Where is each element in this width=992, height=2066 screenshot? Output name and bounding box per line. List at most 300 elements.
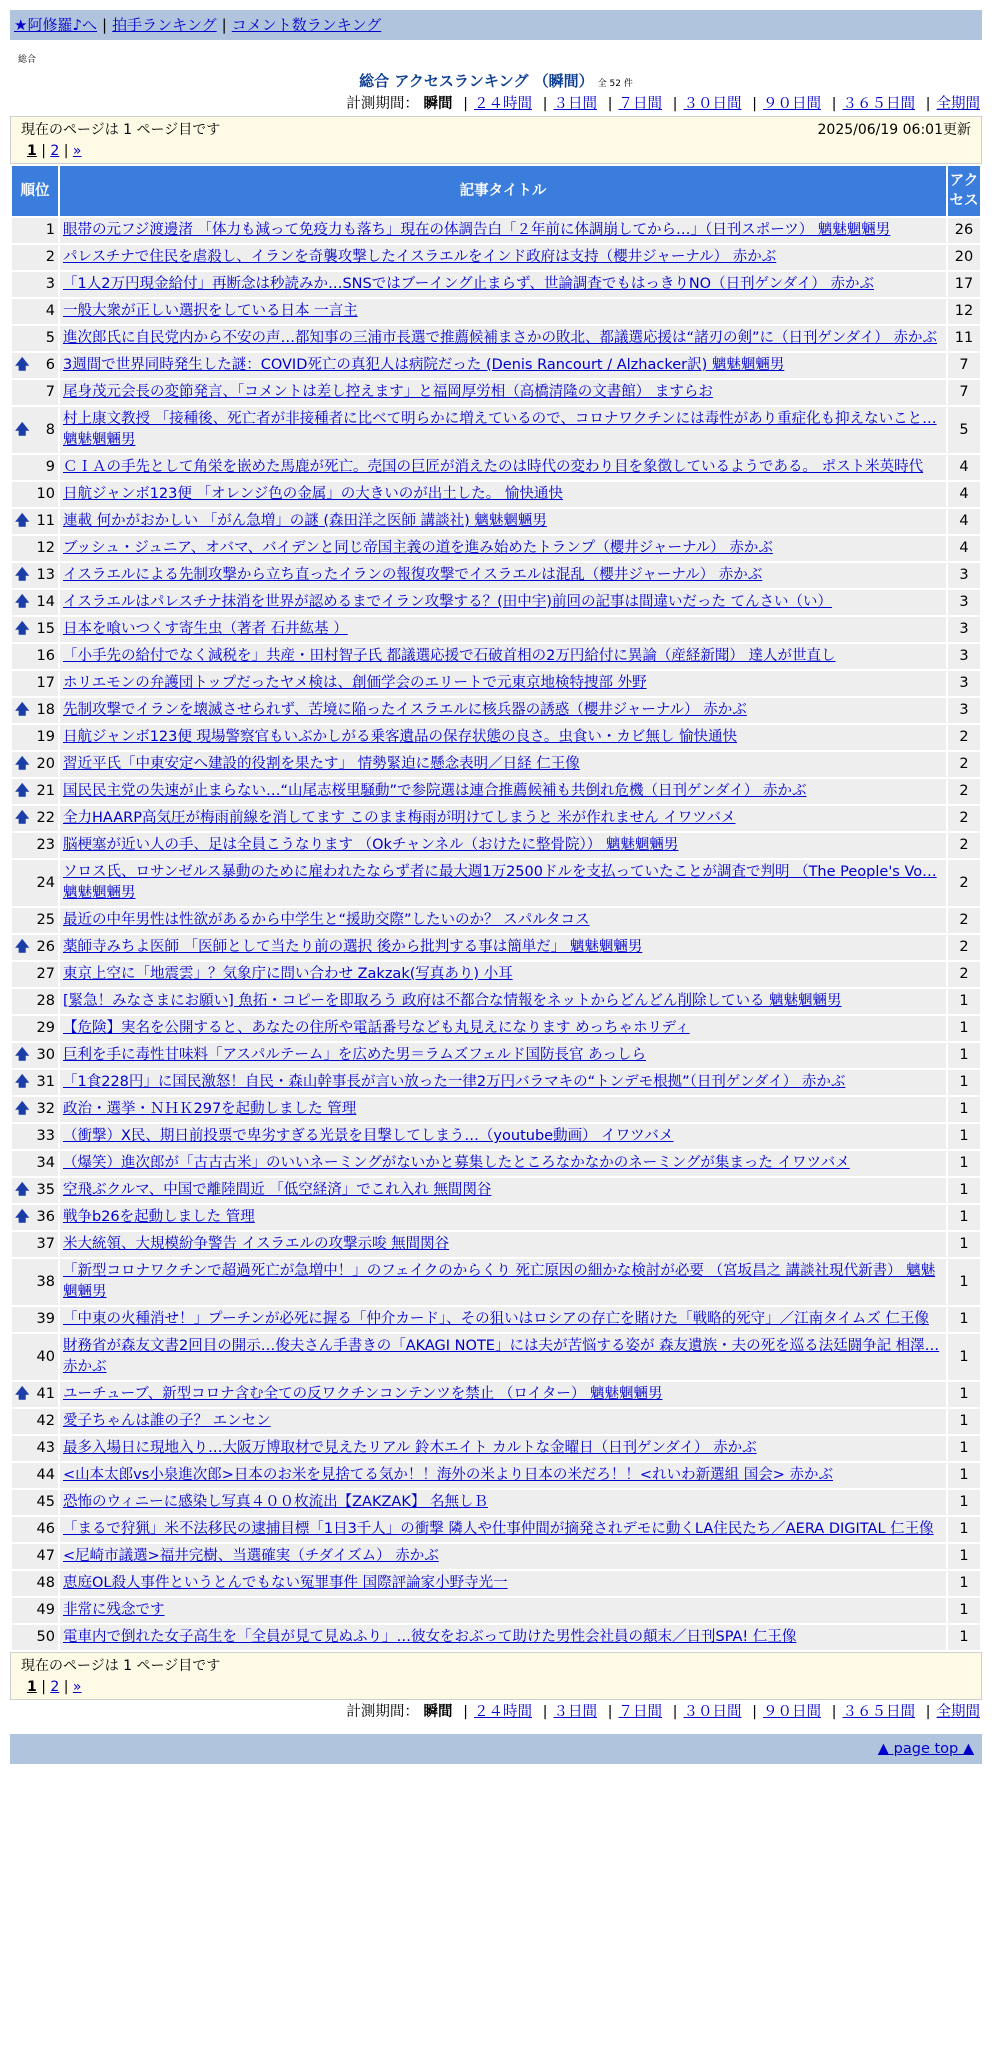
article-link[interactable]: 「新型コロナワクチンで超過死亡が急増中！」のフェイクのからくり 死亡原因の細かな検討が必要 （宮坂昌之 講談社現代新書） 魑魅魍魎男 — [63, 1263, 936, 1300]
rank-cell — [12, 245, 58, 270]
access-count: 2 — [948, 752, 980, 777]
article-link[interactable]: 全力HAARP高気圧が梅雨前線を消してます このまま梅雨が明けてしまうと 米が作れません イワツバメ — [63, 810, 736, 826]
article-link[interactable]: 電車内で倒れた女子高生を「全員が見て見ぬふり」…彼女をおぶって助けた男性会社員の顛末／日刊SPA! 仁王像 — [63, 1629, 797, 1645]
rank-number: 42 — [36, 1413, 55, 1429]
page-title — [10, 70, 982, 92]
rank-cell — [12, 1490, 58, 1515]
table-row — [12, 1043, 980, 1068]
table-row — [12, 644, 980, 669]
title-cell — [60, 1043, 946, 1068]
article-link[interactable]: <山本太郎vs小泉進次郎>日本のお米を見捨てる気か！！海外の米より日本の米だろ！！<れいわ新選組 国会> 赤かぶ — [63, 1467, 833, 1483]
title-cell — [60, 1124, 946, 1149]
rank-cell — [12, 380, 58, 405]
rank-number: 14 — [36, 594, 55, 610]
rank-number: 15 — [36, 621, 55, 637]
pager-separator: | — [41, 143, 51, 159]
page-2-link[interactable]: 2 — [50, 1679, 60, 1695]
section-label: 総合 — [18, 55, 37, 65]
title-cell — [60, 272, 946, 297]
rank-number: 3 — [45, 276, 55, 292]
period-365d-link[interactable]: ３６５日間 — [842, 1704, 915, 1720]
rank-cell — [12, 671, 58, 696]
rank-number: 44 — [36, 1467, 55, 1483]
home-link[interactable]: ★阿修羅♪へ — [14, 16, 98, 34]
title-cell — [60, 455, 946, 480]
rank-number: 1 — [45, 222, 55, 238]
access-count: 1 — [948, 1151, 980, 1176]
article-link[interactable]: 脳梗塞が近い人の手、足は全員こうなります （Okチャンネル（おけたに整骨院）） 魑魅魍魎男 — [63, 837, 679, 853]
rank-number: 7 — [45, 384, 55, 400]
title-cell — [60, 698, 946, 723]
title-cell — [60, 1463, 946, 1488]
period-separator: | — [831, 1704, 837, 1720]
article-link[interactable]: 一般大衆が正しい選択をしている日本 一言主 — [63, 303, 358, 319]
rank-cell — [12, 455, 58, 480]
access-count: 12 — [948, 299, 980, 324]
access-count: 7 — [948, 353, 980, 378]
ranking-rows — [12, 218, 980, 1650]
access-count: 1 — [948, 1382, 980, 1407]
article-link[interactable]: 国民民主党の失速が止まらない…“山尾志桜里騒動”で参院選は連合推薦候補も共倒れ危機（日刊ゲンダイ） 赤かぶ — [63, 783, 807, 799]
rank-cell — [12, 908, 58, 933]
title-cell — [60, 833, 946, 858]
article-link[interactable]: 空飛ぶクルマ、中国で離陸間近 「低空経済」でこれ入れ 無間関谷 — [63, 1182, 492, 1198]
rank-header: 順位 — [12, 166, 58, 216]
period-24h-link[interactable]: ２４時間 — [474, 1704, 532, 1720]
title-cell — [60, 353, 946, 378]
rank-number: 20 — [36, 756, 55, 772]
rank-number: 6 — [45, 357, 55, 373]
title-cell — [60, 779, 946, 804]
period-30d-link[interactable]: ３０日間 — [683, 1704, 742, 1720]
title-cell — [60, 1544, 946, 1569]
rank-cell — [12, 860, 58, 906]
page-status: 現在のページは 1 ページ目です — [21, 1658, 221, 1674]
up-arrow-icon: 🡅 — [15, 421, 30, 438]
title-cell — [60, 326, 946, 351]
rank-number: 16 — [36, 648, 55, 664]
table-row — [12, 1334, 980, 1380]
up-arrow-icon: 🡅 — [15, 939, 30, 955]
ranking-table — [10, 164, 982, 1652]
rank-cell — [12, 644, 58, 669]
article-link[interactable]: パレスチナで住民を虐殺し、イランを奇襲攻撃したイスラエルをインド政府は支持（櫻井ジャーナル） 赤かぶ — [63, 249, 777, 265]
access-count: 1 — [948, 1124, 980, 1149]
table-row — [12, 1259, 980, 1305]
period-3d-link[interactable]: ３日間 — [553, 1704, 597, 1720]
title-cell — [60, 1151, 946, 1176]
title-cell — [60, 1070, 946, 1095]
table-row — [12, 908, 980, 933]
title-cell — [60, 1097, 946, 1122]
rank-cell — [12, 1016, 58, 1041]
access-count: 26 — [948, 218, 980, 243]
rank-cell — [12, 752, 58, 777]
title-cell — [60, 617, 946, 642]
access-count: 1 — [948, 1070, 980, 1095]
article-link[interactable]: ソロス氏、ロサンゼルス暴動のために雇われたならず者に最大週1万2500ドルを支払っていたことが調査で判明 （The People's Vo… 魑魅魍魎男 — [63, 864, 937, 901]
table-row — [12, 617, 980, 642]
rank-cell — [12, 1124, 58, 1149]
title-cell — [60, 1409, 946, 1434]
article-link[interactable]: [緊急！みなさまにお願い] 魚拓・コピーを即取ろう 政府は不都合な情報をネットからどんどん削除している 魑魅魍魎男 — [63, 993, 842, 1009]
up-arrow-icon: 🡅 — [15, 1101, 30, 1117]
title-cell — [60, 1598, 946, 1623]
rank-cell — [12, 935, 58, 960]
rank-number: 31 — [36, 1074, 55, 1090]
page-1-current: 1 — [27, 1679, 37, 1695]
access-count: 1 — [948, 1307, 980, 1332]
up-arrow-icon: 🡅 — [15, 567, 30, 583]
table-row — [12, 779, 980, 804]
access-count: 1 — [948, 1598, 980, 1623]
up-arrow-icon: 🡅 — [15, 513, 30, 529]
access-count: 2 — [948, 935, 980, 960]
rank-cell — [12, 563, 58, 588]
period-7d-link[interactable]: ７日間 — [618, 96, 662, 112]
article-link[interactable]: イスラエルによる先制攻撃から立ち直ったイランの報復攻撃でイスラエルは混乱（櫻井ジャーナル） 赤かぶ — [63, 567, 763, 583]
table-row — [12, 752, 980, 777]
article-link[interactable]: ユーチューブ、新型コロナ含む全ての反ワクチンコンテンツを禁止 （ロイター） 魑魅魍魎男 — [63, 1386, 663, 1402]
clap-ranking-link[interactable]: 拍手ランキング — [112, 16, 217, 34]
access-count: 1 — [948, 1625, 980, 1650]
next-page-link[interactable]: » — [72, 1679, 82, 1695]
rank-cell — [12, 1307, 58, 1332]
next-page-link[interactable]: » — [72, 143, 82, 159]
article-link[interactable]: 【危険】実名を公開すると、あなたの住所や電話番号なども丸見えになります めっちゃホリディ — [63, 1020, 690, 1036]
period-365d-link[interactable]: ３６５日間 — [842, 96, 915, 112]
period-90d-link[interactable]: ９０日間 — [763, 96, 821, 112]
total-count: 全 52 件 — [597, 79, 633, 89]
period-all-link[interactable]: 全期間 — [936, 1704, 980, 1720]
rank-number: 43 — [36, 1440, 55, 1456]
article-link[interactable]: 進次郎氏に自民党内から不安の声…都知事の三浦市長選で推薦候補まさかの敗北、都議選応援は“諸刃の剣”に（日刊ゲンダイ） 赤かぶ — [63, 330, 937, 346]
rank-cell — [12, 326, 58, 351]
article-link[interactable]: 日航ジャンボ123便 現場警察官もいぶかしがる乗客遺品の保存状態の良さ。虫食い・カビ無し 愉快通快 — [63, 729, 738, 745]
article-link[interactable]: 最近の中年男性は性欲があるから中学生と“援助交際”したいのか？ スパルタコス — [63, 912, 590, 928]
period-separator: | — [831, 96, 837, 112]
rank-number: 41 — [36, 1386, 55, 1402]
table-row — [12, 380, 980, 405]
access-count: 1 — [948, 1334, 980, 1380]
table-row — [12, 1151, 980, 1176]
access-count: 3 — [948, 617, 980, 642]
period-24h-link[interactable]: ２４時間 — [474, 96, 532, 112]
rank-cell — [12, 617, 58, 642]
title-cell — [60, 806, 946, 831]
title-cell — [60, 563, 946, 588]
title-cell — [60, 536, 946, 561]
access-count: 3 — [948, 644, 980, 669]
up-arrow-icon: 🡅 — [15, 810, 30, 826]
rank-cell — [12, 1517, 58, 1542]
title-cell — [60, 245, 946, 270]
rank-cell — [12, 1151, 58, 1176]
title-cell — [60, 1517, 946, 1542]
top-nav-bar — [10, 10, 982, 40]
article-link[interactable]: 巨利を手に毒性甘味料「アスパルテーム」を広めた男＝ラムズフェルド国防長官 あっしら — [63, 1047, 647, 1063]
access-count: 4 — [948, 509, 980, 534]
access-count: 7 — [948, 380, 980, 405]
title-cell — [60, 509, 946, 534]
rank-number: 9 — [45, 459, 55, 475]
access-count: 1 — [948, 1232, 980, 1257]
title-cell — [60, 407, 946, 453]
page-top-link[interactable]: ▲ page top ▲ — [877, 1741, 974, 1757]
title-cell — [60, 1307, 946, 1332]
period-selector-top — [10, 92, 980, 116]
rank-number: 21 — [36, 783, 55, 799]
period-3d-link[interactable]: ３日間 — [553, 96, 597, 112]
article-link[interactable]: 先制攻撃でイランを壊滅させられず、苦境に陥ったイスラエルに核兵器の誘惑（櫻井ジャーナル） 赤かぶ — [63, 702, 747, 718]
rank-cell — [12, 806, 58, 831]
table-row — [12, 1178, 980, 1203]
pager-separator: | — [41, 1679, 51, 1695]
table-row — [12, 1625, 980, 1650]
table-row — [12, 1544, 980, 1569]
table-row — [12, 590, 980, 615]
rank-number: 5 — [45, 330, 55, 346]
up-arrow-icon: 🡅 — [15, 1074, 30, 1090]
table-row — [12, 272, 980, 297]
title-cell — [60, 299, 946, 324]
article-link[interactable]: 村上康文教授 「接種後、死亡者が非接種者に比べて明らかに増えているので、コロナワクチンには毒性があり重症化も抑えないこと… 魑魅魍魎男 — [63, 411, 937, 448]
table-row — [12, 218, 980, 243]
rank-number: 12 — [36, 540, 55, 556]
article-link[interactable]: 尾身茂元会長の変節発言、「コメントは差し控えます」と福岡厚労相（高橋清隆の文書館） ますらお — [63, 384, 713, 400]
article-link[interactable]: （衝撃）X民、期日前投票で卑劣すぎる光景を目撃してしまう…（youtube動画） イワツバメ — [63, 1128, 674, 1144]
rank-number: 47 — [36, 1548, 55, 1564]
access-count: 1 — [948, 1517, 980, 1542]
rank-cell — [12, 1178, 58, 1203]
page-2-link[interactable]: 2 — [50, 143, 60, 159]
period-7d-link[interactable]: ７日間 — [618, 1704, 662, 1720]
table-row — [12, 1016, 980, 1041]
rank-number: 8 — [45, 421, 55, 438]
article-link[interactable]: 最多入場日に現地入り…大阪万博取材で見えたリアル 鈴木エイト カルトな金曜日（日刊ゲンダイ） 赤かぶ — [63, 1440, 757, 1456]
access-count: 20 — [948, 245, 980, 270]
rank-cell — [12, 1409, 58, 1434]
article-link[interactable]: 非常に残念です — [63, 1602, 165, 1618]
period-separator: | — [607, 96, 613, 112]
rank-number: 38 — [36, 1273, 55, 1290]
title-cell — [60, 752, 946, 777]
period-30d-link[interactable]: ３０日間 — [683, 96, 742, 112]
rank-number: 22 — [36, 810, 55, 826]
access-count: 1 — [948, 1016, 980, 1041]
title-cell — [60, 1232, 946, 1257]
title-cell — [60, 1334, 946, 1380]
access-count: 4 — [948, 482, 980, 507]
rank-number: 40 — [36, 1348, 55, 1365]
comment-ranking-link[interactable]: コメント数ランキング — [231, 16, 382, 34]
article-link[interactable]: 日本を喰いつくす寄生虫（著者 石井紘基 ） — [63, 621, 348, 637]
rank-cell — [12, 482, 58, 507]
updated-time: 2025/06/19 06:01更新 — [817, 122, 971, 138]
access-count: 1 — [948, 1490, 980, 1515]
rank-number: 13 — [36, 567, 55, 583]
period-current: 瞬間 — [423, 1704, 453, 1720]
pager-bottom — [10, 1652, 982, 1700]
nav-separator: | — [102, 16, 108, 34]
title-cell — [60, 962, 946, 987]
rank-cell — [12, 833, 58, 858]
rank-number: 32 — [36, 1101, 55, 1117]
rank-number: 49 — [36, 1602, 55, 1618]
table-row — [12, 482, 980, 507]
title-cell — [60, 482, 946, 507]
period-all-link[interactable]: 全期間 — [936, 96, 980, 112]
article-link[interactable]: 政治・選挙・ＮＨＫ297を起動しました 管理 — [63, 1101, 357, 1117]
pager-separator: | — [63, 1679, 73, 1695]
article-link[interactable]: ホリエモンの弁護団トップだったヤメ検は、創価学会のエリートで元東京地検特捜部 外野 — [63, 675, 647, 691]
rank-cell — [12, 1205, 58, 1230]
article-link[interactable]: 3週間で世界同時発生した謎：COVID死亡の真犯人は病院だった (Denis Rancourt / Alzhacker訳) 魑魅魍魎男 — [63, 357, 785, 373]
title-cell — [60, 380, 946, 405]
article-link[interactable]: 「小手先の給付でなく減税を」共産・田村智子氏 都議選応援で石破首相の2万円給付に異論（産経新聞） 達人が世直し — [63, 648, 836, 664]
access-count: 2 — [948, 962, 980, 987]
article-link[interactable]: 東京上空に「地震雲」？気象庁に問い合わせ Zakzak(写真あり) 小耳 — [63, 966, 513, 982]
up-arrow-icon: 🡅 — [15, 1182, 30, 1198]
title-cell — [60, 590, 946, 615]
up-arrow-icon: 🡅 — [15, 1047, 30, 1063]
article-link[interactable]: 愛子ちゃんは誰の子？ エンセン — [63, 1413, 271, 1429]
period-separator: | — [607, 1704, 613, 1720]
article-link[interactable]: 財務省が森友文書2回目の開示…俊夫さん手書きの「AKAGI NOTE」には夫が苦悩する姿が 森友遺族・夫の死を巡る法廷闘争記 相澤… 赤かぶ — [63, 1338, 940, 1375]
access-header: アクセス — [948, 166, 980, 216]
pager-top — [10, 116, 982, 164]
rank-number: 27 — [36, 966, 55, 982]
access-count: 4 — [948, 536, 980, 561]
rank-cell — [12, 725, 58, 750]
rank-number: 39 — [36, 1311, 55, 1327]
page-title-text: 総合 アクセスランキング （瞬間） — [359, 72, 594, 90]
period-label: 計測期間： — [346, 1704, 419, 1720]
article-link[interactable]: 「1食228円」に国民激怒！自民・森山幹事長が言い放った一律2万円バラマキの“トンデモ根拠”（日刊ゲンダイ） 赤かぶ — [63, 1074, 846, 1090]
article-link[interactable]: ブッシュ・ジュニア、オバマ、バイデンと同じ帝国主義の道を進み始めたトランプ（櫻井ジャーナル） 赤かぶ — [63, 540, 773, 556]
table-row — [12, 1463, 980, 1488]
title-cell — [60, 1178, 946, 1203]
rank-number: 11 — [36, 513, 55, 529]
table-row — [12, 326, 980, 351]
rank-number: 28 — [36, 993, 55, 1009]
page-status: 現在のページは 1 ページ目です — [21, 122, 221, 138]
article-link[interactable]: <尼崎市議選>福井完樹、当選確実（チダイズム） 赤かぶ — [63, 1548, 439, 1564]
title-cell — [60, 1625, 946, 1650]
article-link[interactable]: 「まるで狩猟」米不法移民の逮捕目標「1日3千人」の衝撃 隣人や仕事仲間が摘発されデモに動くLA住民たち／AERA DIGITAL 仁王像 — [63, 1521, 934, 1537]
access-count: 1 — [948, 1259, 980, 1305]
rank-number: 34 — [36, 1155, 55, 1171]
title-cell — [60, 644, 946, 669]
rank-number: 30 — [36, 1047, 55, 1063]
access-count: 1 — [948, 1043, 980, 1068]
rank-number: 29 — [36, 1020, 55, 1036]
article-link[interactable]: 「1人2万円現金給付」再断念は秒読みか…SNSではブーイング止まらず、世論調査でもはっきりNO（日刊ゲンダイ） 赤かぶ — [63, 276, 875, 292]
period-selector-bottom — [10, 1700, 980, 1724]
rank-cell — [12, 698, 58, 723]
access-count: 17 — [948, 272, 980, 297]
article-link[interactable]: ＣＩＡの手先として角栄を嵌めた馬鹿が死亡。売国の巨匠が消えたのは時代の変わり目を象徴しているようである。 ポスト米英時代 — [63, 459, 924, 475]
period-separator: | — [463, 1704, 468, 1720]
table-row — [12, 1097, 980, 1122]
table-row — [12, 833, 980, 858]
rank-cell — [12, 218, 58, 243]
title-cell — [60, 218, 946, 243]
table-row — [12, 563, 980, 588]
rank-cell — [12, 272, 58, 297]
access-count: 2 — [948, 860, 980, 906]
rank-cell — [12, 962, 58, 987]
rank-number: 24 — [36, 874, 55, 891]
period-separator: | — [672, 96, 678, 112]
rank-cell — [12, 353, 58, 378]
table-row — [12, 509, 980, 534]
title-cell — [60, 1016, 946, 1041]
table-row — [12, 1490, 980, 1515]
table-row — [12, 1409, 980, 1434]
rank-number: 10 — [36, 486, 55, 502]
up-arrow-icon: 🡅 — [15, 702, 30, 718]
table-row — [12, 1124, 980, 1149]
article-link[interactable]: 連載 何かがおかしい 「がん急増」の謎 (森田洋之医師 講談社) 魑魅魍魎男 — [63, 513, 547, 529]
rank-cell — [12, 1259, 58, 1305]
title-header: 記事タイトル — [60, 166, 946, 216]
rank-cell — [12, 407, 58, 453]
table-row — [12, 935, 980, 960]
table-row — [12, 698, 980, 723]
table-row — [12, 245, 980, 270]
article-link[interactable]: 米大統領、大規模紛争警告 イスラエルの攻撃示唆 無間関谷 — [63, 1236, 450, 1252]
title-cell — [60, 1571, 946, 1596]
access-count: 3 — [948, 590, 980, 615]
article-link[interactable]: 「中東の火種消せ！」プーチンが必死に握る「仲介カード」、その狙いはロシアの存亡を賭けた「戦略的死守」／江南タイムズ 仁王像 — [63, 1311, 929, 1327]
article-link[interactable]: イスラエルはパレスチナ抹消を世界が認めるまでイラン攻撃する？(田中宇)前回の記事は間違いだった てんさい（い） — [63, 594, 833, 610]
table-row — [12, 671, 980, 696]
table-row — [12, 989, 980, 1014]
title-cell — [60, 1436, 946, 1461]
rank-cell — [12, 536, 58, 561]
access-count: 1 — [948, 1571, 980, 1596]
rank-number: 50 — [36, 1629, 55, 1645]
access-count: 4 — [948, 455, 980, 480]
rank-cell — [12, 1463, 58, 1488]
access-count: 1 — [948, 1436, 980, 1461]
access-count: 1 — [948, 989, 980, 1014]
article-link[interactable]: 戦争b26を起動しました 管理 — [63, 1209, 255, 1225]
rank-number: 25 — [36, 912, 55, 928]
table-row — [12, 860, 980, 906]
article-link[interactable]: 日航ジャンボ123便 「オレンジ色の金属」の大きいのが出土した。 愉快通快 — [63, 486, 563, 502]
access-count: 2 — [948, 806, 980, 831]
period-90d-link[interactable]: ９０日間 — [763, 1704, 821, 1720]
access-count: 2 — [948, 725, 980, 750]
article-link[interactable]: 恵庭OL殺人事件というとんでもない冤罪事件 国際評論家小野寺光一 — [63, 1575, 508, 1591]
article-link[interactable]: 習近平氏「中東安定へ建設的役割を果たす」 情勢緊迫に懸念表明／日経 仁王像 — [63, 756, 580, 772]
up-arrow-icon: 🡅 — [15, 756, 30, 772]
article-link[interactable]: 眼帯の元フジ渡邊渚 「体力も減って免疫力も落ち」現在の体調告白「２年前に体調崩してから…」（日刊スポーツ） 魑魅魍魎男 — [63, 222, 891, 238]
period-separator: | — [752, 1704, 757, 1720]
table-row — [12, 407, 980, 453]
title-cell — [60, 1490, 946, 1515]
access-count: 3 — [948, 563, 980, 588]
title-cell — [60, 1382, 946, 1407]
rank-cell — [12, 1544, 58, 1569]
article-link[interactable]: 薬師寺みちよ医師 「医師として当たり前の選択 後から批判する事は簡単だ」 魑魅魍魎男 — [63, 939, 643, 955]
access-count: 3 — [948, 671, 980, 696]
article-link[interactable]: （爆笑）進次郎が「古古古米」のいいネーミングがないかと募集したところなかなかのネーミングが集まった イワツバメ — [63, 1155, 850, 1171]
title-cell — [60, 908, 946, 933]
article-link[interactable]: 恐怖のウィニーに感染し写真４００枚流出【ZAKZAK】 名無しＢ — [63, 1494, 488, 1510]
